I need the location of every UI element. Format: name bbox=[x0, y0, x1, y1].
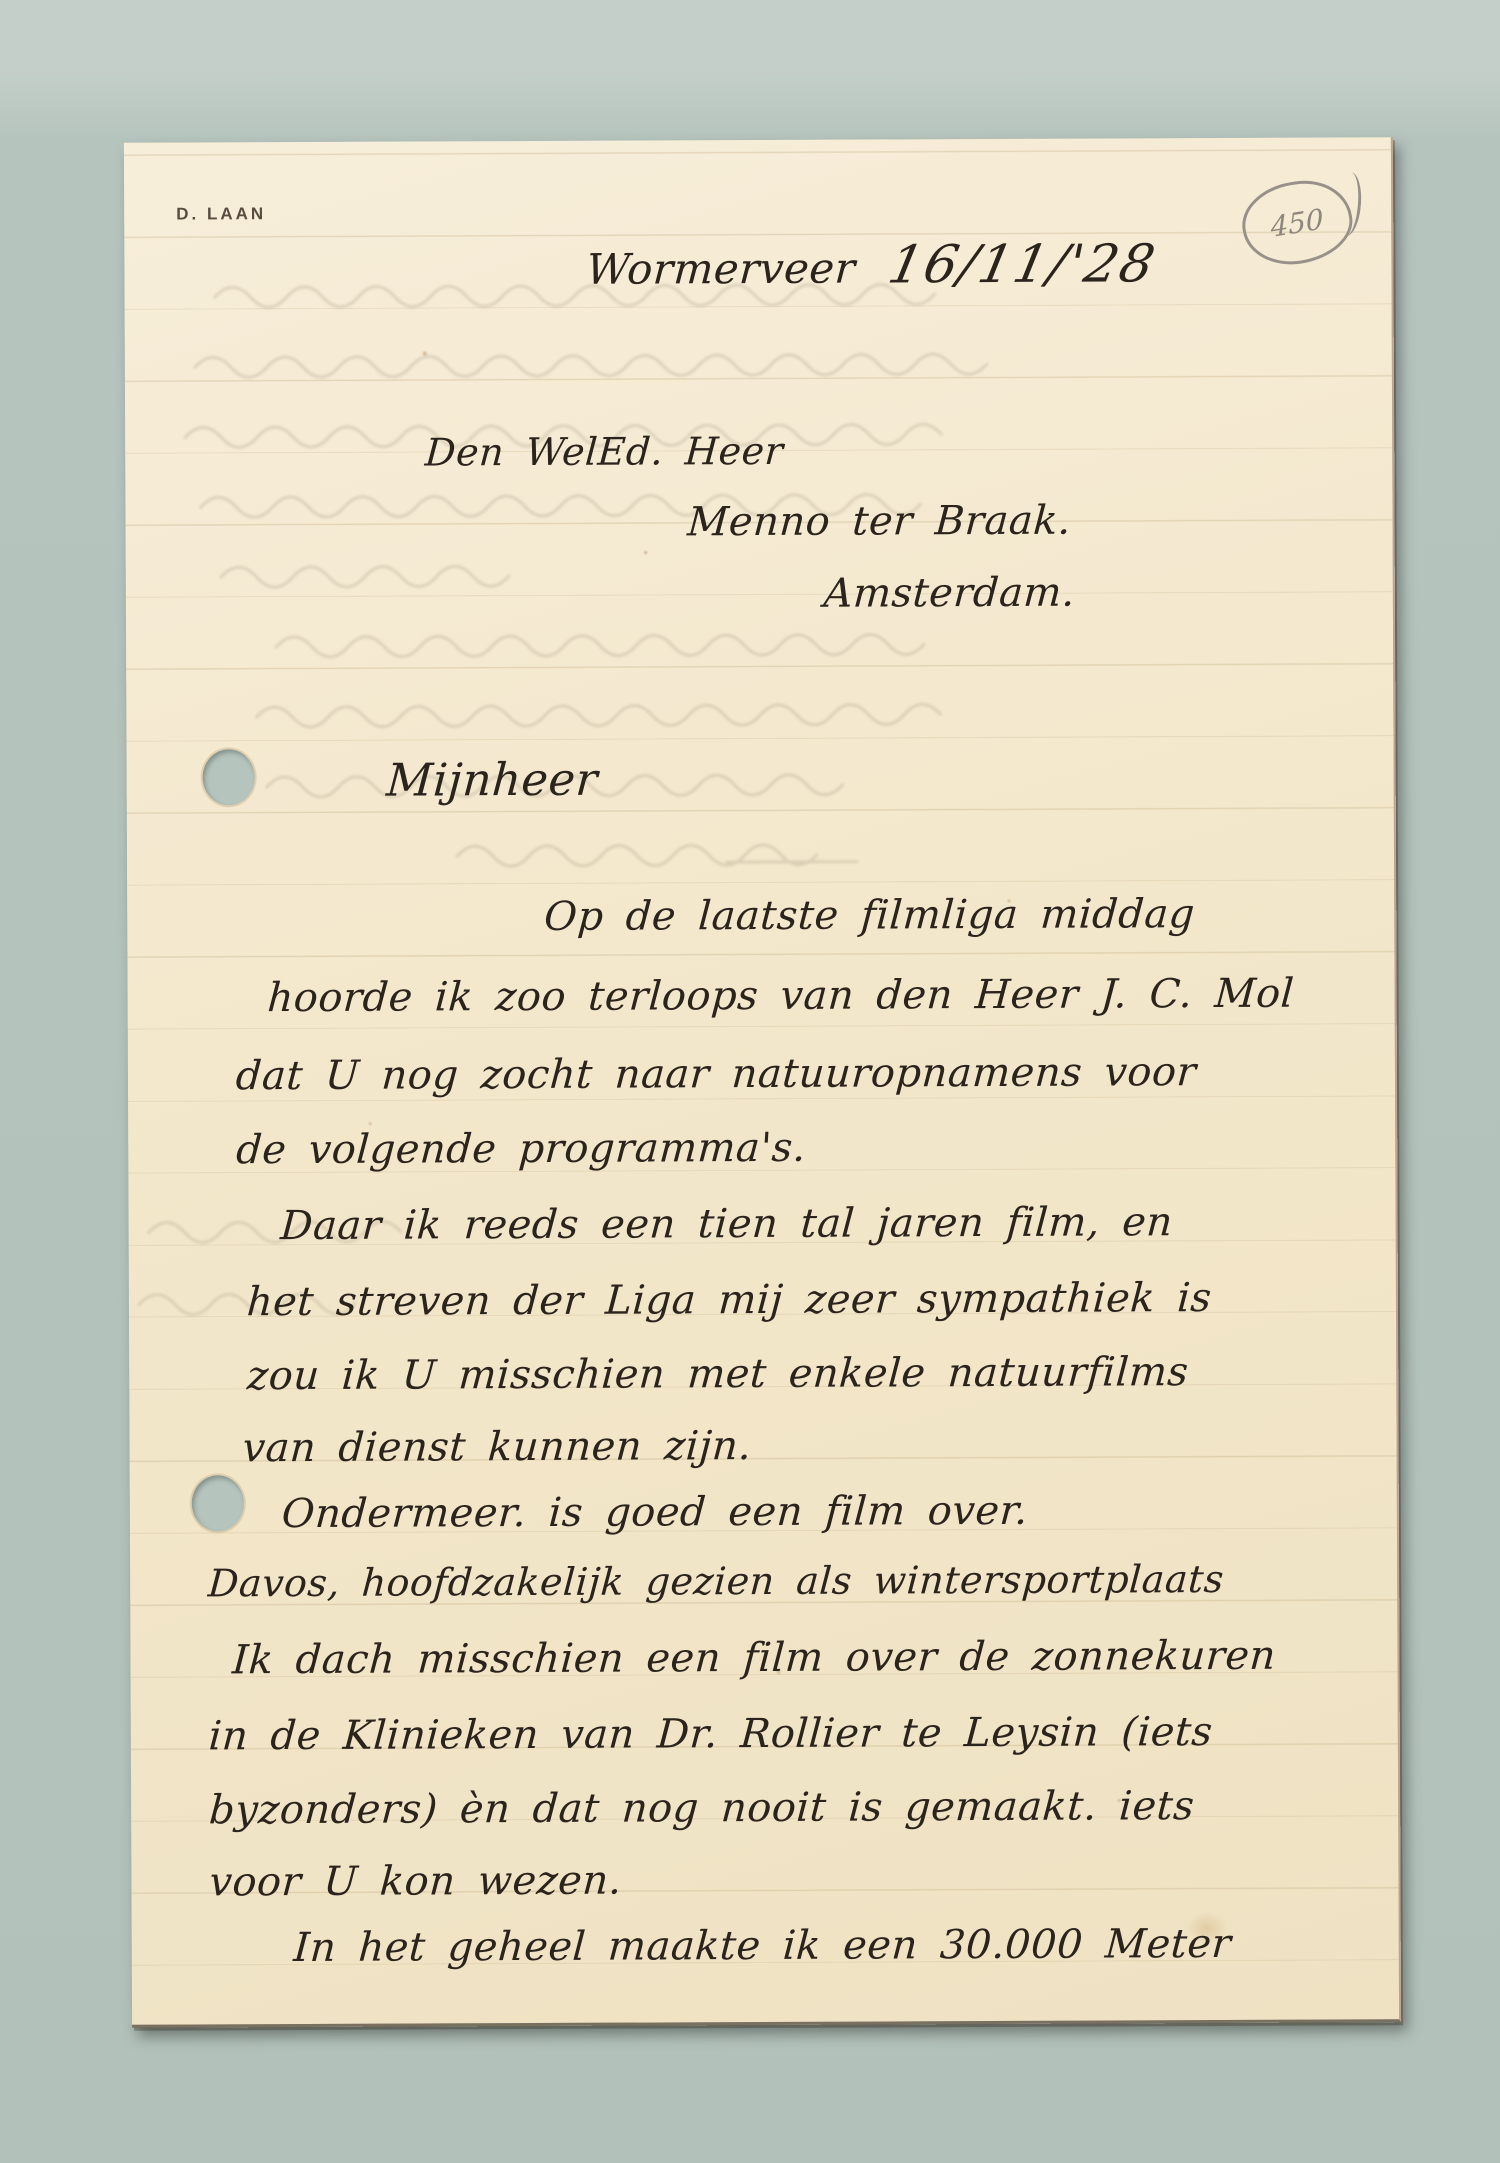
body-line-6: het streven der Liga mij zeer sympathiek is bbox=[245, 1275, 1214, 1326]
body-line-1: Op de laatste filmliga middag bbox=[542, 891, 1197, 940]
punch-hole-top bbox=[203, 749, 255, 805]
archive-number-annotation bbox=[1236, 173, 1358, 272]
body-line-9: Ondermeer. is goed een film over. bbox=[280, 1487, 1030, 1538]
body-line-2: hoorde ik zoo terloops van den Heer J. C. Mol bbox=[266, 970, 1296, 1022]
body-line-4: de volgende programma's. bbox=[234, 1124, 808, 1174]
letterhead-text: D. LAAN bbox=[176, 204, 267, 224]
body-line-10: Davos, hoofdzakelijk gezien als wintersportplaats bbox=[206, 1556, 1226, 1606]
recipient-line-1: Den WelEd. Heer bbox=[423, 428, 785, 475]
recipient-line-3: Amsterdam. bbox=[822, 569, 1077, 617]
punch-hole-bottom bbox=[192, 1475, 244, 1531]
body-line-3: dat U nog zocht naar natuuropnamens voor bbox=[234, 1049, 1198, 1100]
letter-page bbox=[124, 137, 1401, 2028]
body-line-11: Ik dach misschien een film over de zonnekuren bbox=[231, 1632, 1278, 1684]
body-line-5: Daar ik reeds een tien tal jaren film, en bbox=[279, 1199, 1175, 1250]
place-name: Wormerveer bbox=[584, 243, 858, 294]
body-line-14: voor U kon wezen. bbox=[207, 1857, 624, 1906]
recipient-line-2: Menno ter Braak. bbox=[686, 497, 1073, 546]
body-line-7: zou ik U misschien met enkele natuurfilms bbox=[245, 1349, 1191, 1400]
body-line-15: In het geheel maakte ik een 30.000 Meter bbox=[292, 1920, 1233, 1972]
body-line-12: in de Klinieken van Dr. Rollier te Leysin (iets bbox=[207, 1709, 1215, 1760]
body-line-13: byzonders) èn dat nog nooit is gemaakt. iets bbox=[207, 1783, 1196, 1834]
archive-number: 450 bbox=[1269, 201, 1325, 244]
body-line-8: van dienst kunnen zijn. bbox=[241, 1423, 754, 1472]
salutation: Mijnheer bbox=[384, 752, 600, 807]
date-value: 16/11/'28 bbox=[883, 234, 1162, 296]
dateline bbox=[584, 234, 1162, 296]
